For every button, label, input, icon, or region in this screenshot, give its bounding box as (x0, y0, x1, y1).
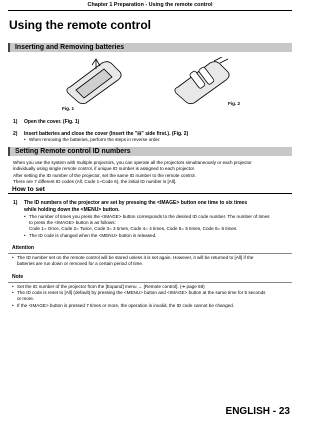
section-heading-label: Setting Remote control ID numbers (15, 148, 131, 155)
step-text: Insert batteries and close the cover (Insert the "⊟" side first.). (Fig. 2) (24, 131, 189, 137)
note-bullet-3 (12, 303, 234, 309)
battery-removal-note (24, 137, 161, 143)
step-text: Open the cover. (Fig. 1) (24, 119, 80, 125)
bullet-text: When removing the batteries, perform the steps in reverse order. (29, 137, 161, 142)
bullet-text: The ID number set on the remote control will be stored unless it is set again. However, it will be returned to [All] if the (17, 255, 254, 260)
bullet-icon: • (12, 290, 14, 295)
header-rule (8, 10, 292, 11)
bullet-text: Set the ID number of the projector from the [Expand] menu → [Remote control]. (➔ page 68) (17, 284, 205, 289)
bullet-icon: • (12, 255, 14, 260)
bullet-icon: • (24, 233, 26, 238)
step-number: 1) (13, 200, 18, 206)
intro-line: After setting the ID number of the projector, set the same ID number to the remote control. (13, 172, 196, 178)
figure-1-remote-open (62, 57, 128, 105)
note-rule (8, 282, 292, 283)
section-heading-batteries (8, 43, 292, 52)
step-number: 1) (13, 119, 18, 125)
bullet-text: The ID code is reset to [All] (default) by pressing the <MENU> button and <IMAGE> button at the same time for 5 seconds (17, 290, 266, 295)
page-title: Using the remote control (9, 18, 152, 32)
section-heading-remote-ids (8, 147, 292, 156)
section-heading-label: Inserting and Removing batteries (15, 44, 125, 51)
step-1-open-cover (13, 119, 79, 126)
bullet-icon: • (24, 137, 26, 142)
howto-step-1-continued (24, 207, 120, 214)
bullet-icon: • (12, 284, 14, 289)
figure-1-caption: Fig. 1 (62, 106, 74, 111)
howto-bullet-1-line-3: Code 1= Once, Code 2= Twice, Code 3= 3 times, Code 4= 4 times, Code 5= 5 times, Code 6= 6 times. (29, 226, 238, 231)
step-number: 2) (13, 131, 18, 137)
figure-2-battery-insert (170, 57, 236, 105)
howto-step-1 (13, 200, 247, 207)
note-bullet-2 (12, 290, 265, 296)
figure-2-caption: Fig. 2 (228, 101, 240, 106)
howto-bullet-1-line-2: to press the <IMAGE> button is as follows: (29, 220, 116, 225)
intro-line: When you use the system with multiple projectors, you can operate all the projectors simultaneously or each projector (13, 160, 252, 165)
attention-rule (8, 253, 292, 254)
intro-line: There are 7 different ID codes (All, Code 1~Code 6), the initial ID number is [All]. (13, 179, 177, 185)
howto-bullet-2 (24, 233, 156, 239)
remote-id-intro (13, 160, 295, 186)
subheading-rule (8, 193, 292, 194)
bullet-icon: • (12, 303, 14, 308)
note-bullet-2-line-2: or more. (17, 296, 35, 301)
note-label: Note (12, 274, 24, 280)
chapter-header: Chapter 1 Preparation - Using the remote control (87, 2, 213, 8)
bullet-text: The number of times you press the <IMAGE> button corresponds to the desired ID code number. The number of times (29, 214, 270, 219)
attention-label: Attention (12, 245, 34, 251)
step-text: while holding down the <MENU> button. (24, 207, 120, 213)
intro-line: individually using single remote control, if unique ID number is assigned to each projector. (13, 166, 196, 172)
attention-bullet-line-2: batteries are run down or removed for a certain period of time. (17, 261, 144, 266)
step-text: The ID numbers of the projector are set by pressing the <IMAGE> button one time to six times (24, 200, 248, 206)
bullet-text: The ID code is changed when the <MENU> button is released. (29, 233, 157, 238)
bullet-icon: • (24, 214, 26, 219)
page-number: ENGLISH - 23 (225, 406, 290, 417)
subheading-how-to-set (8, 186, 292, 194)
subheading-label: How to set (12, 186, 45, 193)
bullet-text: If the <IMAGE> button is pressed 7 times or more, the operation is invalid, the ID code cannot be changed. (17, 303, 235, 308)
